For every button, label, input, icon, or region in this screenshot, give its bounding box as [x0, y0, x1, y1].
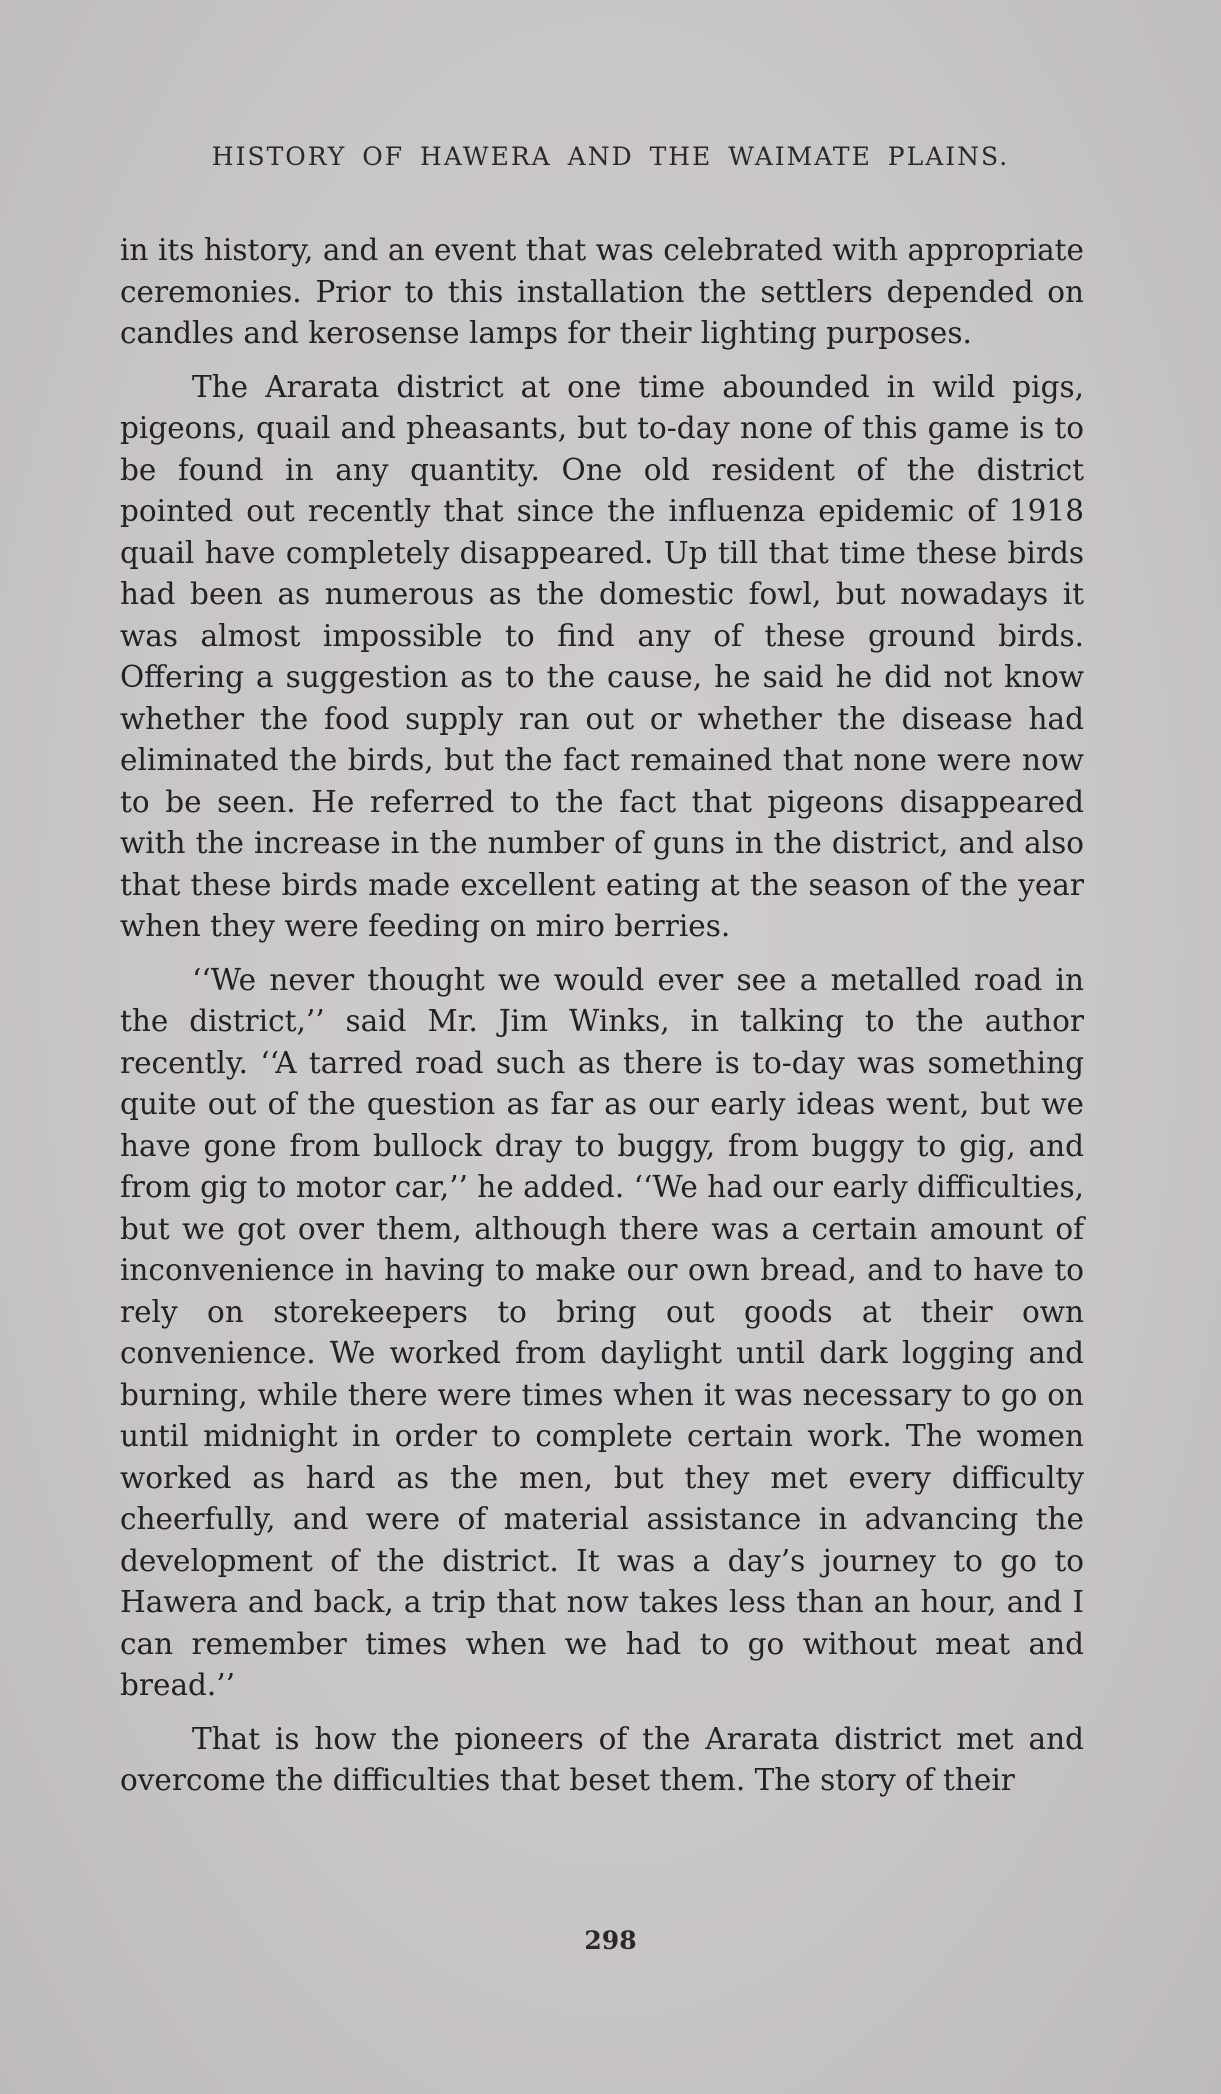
- paragraph-4: That is how the pioneers of the Ararata district met and overcome the difficulties that beset them. The story of their: [120, 1721, 1084, 1797]
- paragraph-1: in its history, and an event that was celebrated with appropriate ceremonies. Prior to this installation the settlers depended on candles and kerosense lamps for their lighting purposes.: [120, 233, 1084, 350]
- paragraph-2: The Ararata district at one time abounded in wild pigs, pigeons, quail and pheasants, but to-day none of this game is to be found in any quantity. One old resident of the district pointed out recently that since the influenza epidemic of 1918 quail have completely disappeared. Up till that time these birds had been as numerous as the domestic fowl, but nowadays it was almost impossible to find any of these ground birds. Offering a suggestion as to the cause, he said he did not know whether the food supply ran out or whether the disease had eliminated the birds, but the fact remained that none were now to be seen. He referred to the fact that pigeons disappeared with the increase in the number of guns in the district, and also that these birds made excellent eating at the season of the year when they were feeding on miro berries.: [120, 369, 1084, 943]
- running-head-title: HISTORY OF HAWERA AND THE WAIMATE PLAINS.: [211, 142, 1010, 171]
- body-text: [120, 230, 1084, 1802]
- paragraph-3: ‘‘We never thought we would ever see a metalled road in the district,’’ said Mr. Jim Winks, in talking to the author recently. ‘‘A tarred road such as there is to-day was something quite out of the question as far as our early ideas went, but we have gone from bullock dray to buggy, from buggy to gig, and from gig to motor car,’’ he added. ‘‘We had our early difficulties, but we got over them, although there was a certain amount of inconvenience in having to make our own bread, and to have to rely on storekeepers to bring out goods at their own convenience. We worked from daylight until dark logging and burning, while there were times when it was necessary to go on until midnight in order to complete certain work. The women worked as hard as the men, but they met every difficulty cheerfully, and were of material assistance in advancing the development of the district. It was a day’s journey to go to Hawera and back, a trip that now takes less than an hour, and I can remember times when we had to go without meat and bread.’’: [120, 962, 1084, 1702]
- page-number: 298: [584, 1926, 637, 1955]
